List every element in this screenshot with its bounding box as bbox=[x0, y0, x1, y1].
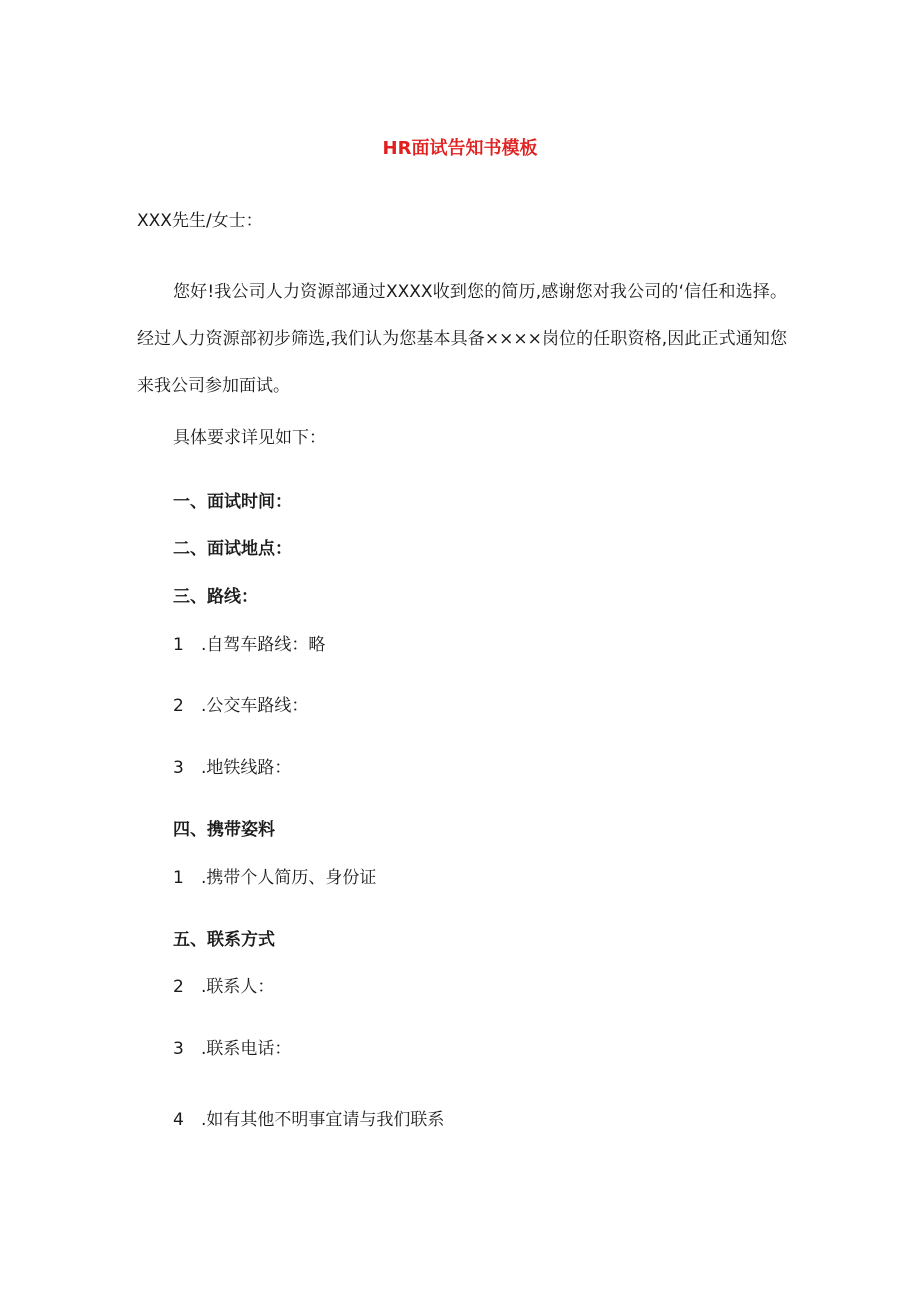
contact-item bbox=[173, 975, 274, 999]
intro-line: 具体要求详见如下： bbox=[173, 428, 326, 448]
contact-item bbox=[173, 1108, 444, 1132]
section-heading-contact: 五、联系方式 bbox=[173, 930, 275, 950]
item-text: .如有其他不明事宜请与我们联系 bbox=[201, 1110, 445, 1130]
section-heading-place: 二、面试地点： bbox=[173, 539, 292, 559]
item-text: .携带个人简历、身份证 bbox=[201, 868, 377, 888]
item-number: 4 bbox=[173, 1110, 184, 1130]
section-heading-time: 一、面试时间： bbox=[173, 492, 292, 512]
route-item bbox=[173, 633, 325, 657]
material-item bbox=[173, 866, 376, 890]
item-number: 2 bbox=[173, 696, 184, 716]
item-text: .联系电话： bbox=[201, 1039, 292, 1059]
item-number: 1 bbox=[173, 635, 184, 655]
salutation: XXX先生/女士： bbox=[137, 211, 263, 231]
section-heading-materials: 四、携带姿料 bbox=[173, 820, 275, 840]
item-text: .自驾车路线：略 bbox=[201, 635, 326, 655]
contact-item bbox=[173, 1037, 291, 1061]
item-text: .地铁线路： bbox=[201, 758, 292, 778]
route-item bbox=[173, 694, 308, 718]
item-text: .联系人： bbox=[201, 977, 275, 997]
body-paragraph: 您好!我公司人力资源部通过XXXX收到您的简历,感谢您对我公司的‘信任和选择。经过人力资源部初步筛选,我们认为您基本具备××××岗位的任职资格,因此正式通知您来我公司参加面试。 bbox=[137, 282, 787, 396]
item-number: 2 bbox=[173, 977, 184, 997]
item-number: 3 bbox=[173, 1039, 184, 1059]
document-title: HR面试告知书模板 bbox=[382, 138, 538, 159]
item-number: 3 bbox=[173, 758, 184, 778]
item-text: .公交车路线： bbox=[201, 696, 309, 716]
item-number: 1 bbox=[173, 868, 184, 888]
route-item bbox=[173, 756, 291, 780]
section-heading-route: 三、路线： bbox=[173, 587, 258, 607]
